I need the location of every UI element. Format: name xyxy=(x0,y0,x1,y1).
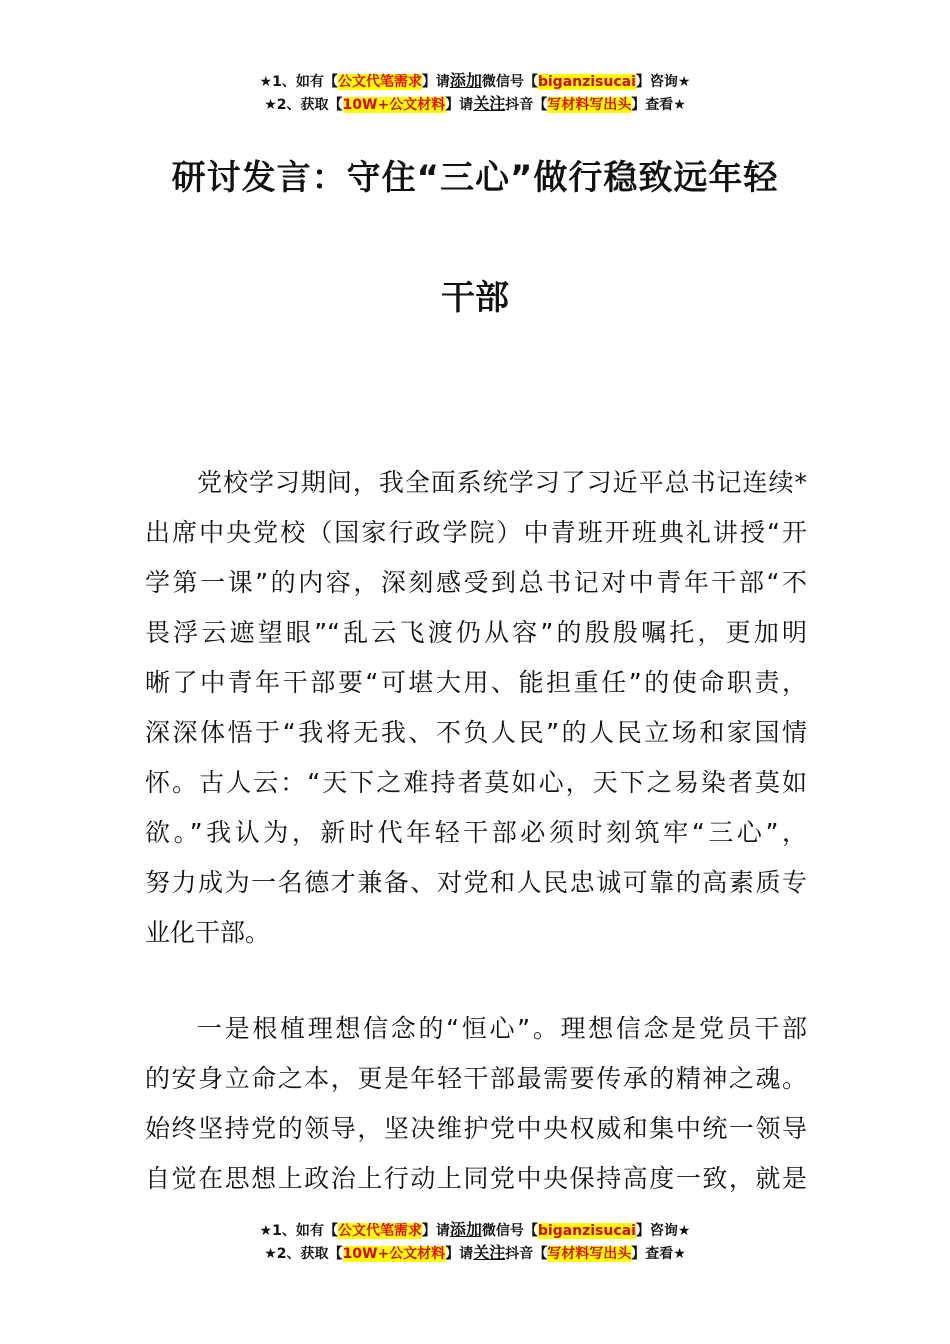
paragraph-line: 努力成为一名德才兼备、对党和人民忠诚可靠的高素质专 xyxy=(145,868,807,897)
header-promo-banner xyxy=(0,70,950,116)
footer-promo-banner xyxy=(0,1219,950,1265)
promo-highlight: 公文代笔需求 xyxy=(337,74,422,90)
promo-underlined-text: 关注 xyxy=(473,1243,506,1262)
promo-text: 】咨询★ xyxy=(635,74,691,90)
promo-text: 】请 xyxy=(445,97,474,113)
paragraph-line: 晰了中青年干部要“可堪大用、能担重任”的使命职责， xyxy=(145,668,807,697)
promo-highlight: biganzisucai xyxy=(537,1223,636,1239)
promo-text: 】请 xyxy=(421,1223,450,1239)
promo-text: 微信号【 xyxy=(481,1223,538,1239)
promo-line-1 xyxy=(0,1219,950,1242)
promo-underlined-text: 添加 xyxy=(449,1220,482,1239)
promo-underlined-text: 添加 xyxy=(449,71,482,90)
promo-highlight: 写材料写出头 xyxy=(547,97,632,113)
paragraph-line: 始终坚持党的领导，坚决维护党中央权威和集中统一领导 xyxy=(145,1114,807,1143)
promo-text: 】咨询★ xyxy=(635,1223,691,1239)
promo-text: ★2、获取【 xyxy=(264,1246,343,1262)
promo-highlight: 公文代笔需求 xyxy=(337,1223,422,1239)
paragraph-line: 怀。古人云：“天下之难持者莫如心，天下之易染者莫如 xyxy=(145,768,807,797)
promo-highlight: 10W+公文材料 xyxy=(342,97,446,113)
paragraph-line: 畏浮云遮望眼”“乱云飞渡仍从容”的殷殷嘱托，更加明 xyxy=(145,618,807,647)
promo-highlight: biganzisucai xyxy=(537,74,636,90)
document-title-line-2: 干部 xyxy=(441,278,509,318)
promo-text: ★2、获取【 xyxy=(264,97,343,113)
paragraph-line: 自觉在思想上政治上行动上同党中央保持高度一致，就是 xyxy=(145,1164,807,1193)
paragraph-line: 深深体悟于“我将无我、不负人民”的人民立场和家国情 xyxy=(145,718,807,747)
promo-text: 微信号【 xyxy=(481,74,538,90)
paragraph-line: 学第一课”的内容，深刻感受到总书记对中青年干部“不 xyxy=(145,568,807,597)
promo-text: 抖音【 xyxy=(505,1246,548,1262)
promo-line-2 xyxy=(0,93,950,116)
promo-text: 】查看★ xyxy=(631,97,686,113)
promo-highlight: 写材料写出头 xyxy=(547,1246,632,1262)
body-paragraph-2 xyxy=(145,1004,807,1204)
promo-text: 】请 xyxy=(421,74,450,90)
promo-text: ★1、如有【 xyxy=(259,1223,338,1239)
promo-text: 】查看★ xyxy=(631,1246,686,1262)
paragraph-line: 一是根植理想信念的“恒心”。理想信念是党员干部 xyxy=(197,1014,807,1043)
paragraph-line: 党校学习期间，我全面系统学习了习近平总书记连续* xyxy=(197,468,807,497)
promo-underlined-text: 关注 xyxy=(473,94,506,113)
paragraph-line: 的安身立命之本，更是年轻干部最需要传承的精神之魂。 xyxy=(145,1064,807,1093)
paragraph-line: 出席中央党校（国家行政学院）中青班开班典礼讲授“开 xyxy=(145,518,807,547)
promo-text: ★1、如有【 xyxy=(259,74,338,90)
promo-text: 抖音【 xyxy=(505,97,548,113)
promo-line-2 xyxy=(0,1242,950,1265)
promo-line-1 xyxy=(0,70,950,93)
document-title-line-1: 研讨发言：守住“三心”做行稳致远年轻 xyxy=(171,158,779,198)
paragraph-line: 业化干部。 xyxy=(145,918,271,947)
body-paragraph-1 xyxy=(145,458,807,958)
promo-text: 】请 xyxy=(445,1246,474,1262)
promo-highlight: 10W+公文材料 xyxy=(342,1246,446,1262)
paragraph-line: 欲。”我认为，新时代年轻干部必须时刻筑牢“三心”， xyxy=(145,818,807,847)
